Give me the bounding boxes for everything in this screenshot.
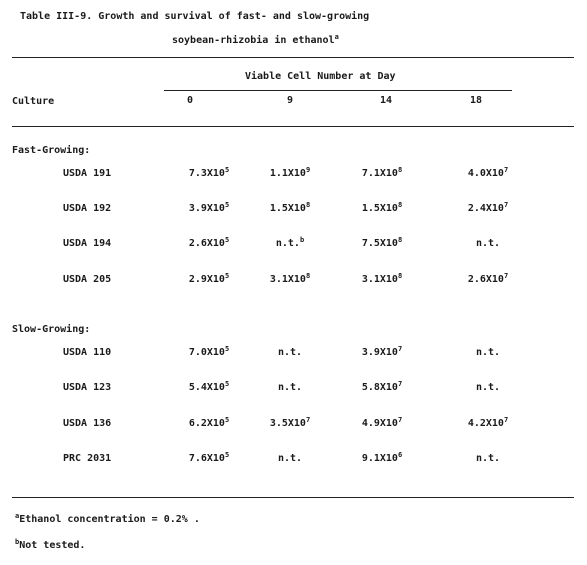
cell-exponent: 5 xyxy=(224,236,230,244)
cell-exponent: 7 xyxy=(397,416,403,424)
culture-name: USDA 205 xyxy=(63,274,112,285)
cell-mantissa: n.t. xyxy=(475,238,501,249)
cell-value xyxy=(245,238,335,250)
cell-value xyxy=(337,274,427,286)
group-label: Fast-Growing: xyxy=(12,145,91,156)
cell-exponent: 7 xyxy=(305,416,311,424)
day-header: 9 xyxy=(286,95,294,106)
footnote-mark: b xyxy=(15,538,20,546)
cell-exponent: 8 xyxy=(305,272,311,280)
day-header: 0 xyxy=(186,95,194,106)
cell-value xyxy=(443,347,533,359)
cell-value xyxy=(337,203,427,215)
cell-mantissa: 4.2X10 xyxy=(467,418,504,429)
cell-exponent: 6 xyxy=(397,451,403,459)
cell-mantissa: 2.9X10 xyxy=(188,274,225,285)
cell-exponent: 5 xyxy=(224,451,230,459)
cell-mantissa: 7.3X10 xyxy=(188,168,225,179)
culture-name: USDA 191 xyxy=(63,168,112,179)
cell-exponent: 7 xyxy=(503,416,509,424)
cell-value xyxy=(164,382,254,394)
cell-value xyxy=(443,168,533,180)
cell-value xyxy=(337,418,427,430)
title-footnote-mark: a xyxy=(334,33,339,41)
cell-value xyxy=(164,168,254,180)
cell-mantissa: 3.1X10 xyxy=(269,274,306,285)
cell-mantissa: 3.9X10 xyxy=(188,203,225,214)
cell-mantissa: 1.5X10 xyxy=(269,203,306,214)
cell-mantissa: 7.0X10 xyxy=(188,347,225,358)
footnote-text: Not tested. xyxy=(19,540,86,551)
cell-value xyxy=(443,203,533,215)
cell-mantissa: 6.2X10 xyxy=(188,418,225,429)
cell-mantissa: 3.1X10 xyxy=(361,274,398,285)
cell-exponent: 8 xyxy=(397,201,403,209)
cell-value xyxy=(337,453,427,465)
culture-name: USDA 136 xyxy=(63,418,112,429)
cell-value xyxy=(245,453,335,465)
group-label: Slow-Growing: xyxy=(12,324,91,335)
cell-mantissa: n.t. xyxy=(275,238,300,249)
cell-value xyxy=(245,203,335,215)
cell-exponent: 5 xyxy=(224,416,230,424)
cell-exponent: 7 xyxy=(503,201,509,209)
cell-value xyxy=(164,203,254,215)
cell-exponent: 5 xyxy=(224,345,230,353)
cell-mantissa: 7.1X10 xyxy=(361,168,398,179)
title-text: soybean-rhizobia in ethanol xyxy=(172,35,335,46)
cell-value xyxy=(337,238,427,250)
cell-exponent: 5 xyxy=(224,166,230,174)
cell-value xyxy=(245,274,335,286)
cell-footnote-mark: b xyxy=(299,236,305,244)
cell-mantissa: 7.6X10 xyxy=(188,453,225,464)
cell-mantissa: 1.5X10 xyxy=(361,203,398,214)
top-rule xyxy=(12,57,574,58)
cell-mantissa: 2.6X10 xyxy=(467,274,504,285)
cell-exponent: 7 xyxy=(503,272,509,280)
cell-exponent: 7 xyxy=(397,345,403,353)
culture-name: USDA 192 xyxy=(63,203,112,214)
day-header: 14 xyxy=(379,95,393,106)
cell-mantissa: 5.4X10 xyxy=(188,382,225,393)
column-group-header: Viable Cell Number at Day xyxy=(245,71,396,82)
bottom-rule xyxy=(12,497,574,498)
culture-name: USDA 123 xyxy=(63,382,112,393)
cell-exponent: 8 xyxy=(397,272,403,280)
cell-mantissa: 5.8X10 xyxy=(361,382,398,393)
table-title-line1: Table III-9. Growth and survival of fast- and slow-growing xyxy=(20,11,370,22)
cell-exponent: 7 xyxy=(397,380,403,388)
cell-value xyxy=(443,382,533,394)
day-header: 18 xyxy=(469,95,483,106)
cell-mantissa: n.t. xyxy=(475,347,501,358)
cell-mantissa: n.t. xyxy=(277,453,303,464)
cell-exponent: 9 xyxy=(305,166,311,174)
cell-value xyxy=(245,347,335,359)
cell-value xyxy=(164,274,254,286)
footnote-mark: a xyxy=(15,512,20,520)
footnote-a xyxy=(15,514,200,526)
cell-value xyxy=(245,418,335,430)
table-title-line2 xyxy=(172,35,339,47)
cell-mantissa: 3.5X10 xyxy=(269,418,306,429)
cell-exponent: 8 xyxy=(397,236,403,244)
cell-exponent: 5 xyxy=(224,272,230,280)
cell-mantissa: n.t. xyxy=(277,382,303,393)
cell-exponent: 7 xyxy=(503,166,509,174)
culture-name: PRC 2031 xyxy=(63,453,112,464)
cell-exponent: 8 xyxy=(397,166,403,174)
cell-value xyxy=(164,347,254,359)
cell-value xyxy=(337,168,427,180)
culture-name: USDA 194 xyxy=(63,238,112,249)
header-rule xyxy=(12,126,574,127)
cell-value xyxy=(164,418,254,430)
cell-value xyxy=(443,274,533,286)
cell-mantissa: n.t. xyxy=(277,347,303,358)
cell-mantissa: 4.0X10 xyxy=(467,168,504,179)
cell-value xyxy=(245,168,335,180)
cell-exponent: 5 xyxy=(224,380,230,388)
culture-header: Culture xyxy=(12,96,55,107)
cell-value xyxy=(443,453,533,465)
cell-mantissa: n.t. xyxy=(475,453,501,464)
culture-name: USDA 110 xyxy=(63,347,112,358)
cell-mantissa: 9.1X10 xyxy=(361,453,398,464)
cell-value xyxy=(337,347,427,359)
cell-value xyxy=(443,418,533,430)
cell-value xyxy=(337,382,427,394)
cell-mantissa: 2.6X10 xyxy=(188,238,225,249)
cell-exponent: 5 xyxy=(224,201,230,209)
cell-mantissa: n.t. xyxy=(475,382,501,393)
cell-value xyxy=(443,238,533,250)
cell-mantissa: 4.9X10 xyxy=(361,418,398,429)
cell-mantissa: 7.5X10 xyxy=(361,238,398,249)
footnote-text: Ethanol concentration = 0.2% . xyxy=(19,514,200,525)
cell-value xyxy=(164,453,254,465)
column-group-rule xyxy=(164,90,512,91)
cell-mantissa: 3.9X10 xyxy=(361,347,398,358)
cell-mantissa: 1.1X10 xyxy=(269,168,306,179)
footnote-b xyxy=(15,540,85,552)
cell-value xyxy=(245,382,335,394)
cell-value xyxy=(164,238,254,250)
cell-exponent: 8 xyxy=(305,201,311,209)
cell-mantissa: 2.4X10 xyxy=(467,203,504,214)
